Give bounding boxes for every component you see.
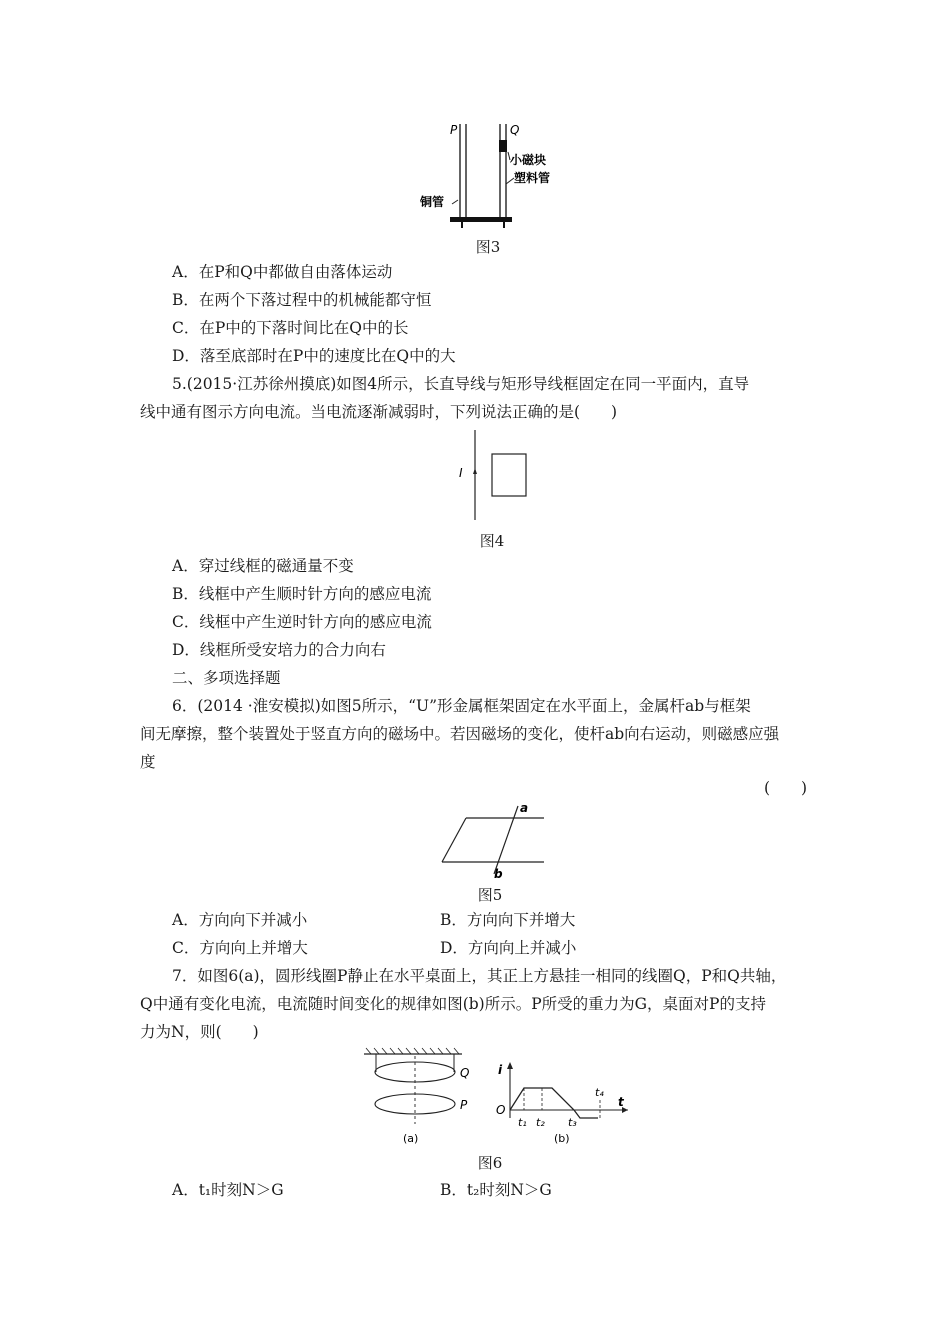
figure-6-caption: 图6 [477, 1154, 503, 1172]
q7-stem-line1: 7．如图6(a)，圆形线圈P静止在水平桌面上，其正上方悬挂一相同的线圈Q，P和Q共轴， [172, 967, 787, 985]
fig6a-label-p: P [460, 1098, 468, 1112]
q6-option-b: B．方向向下并增大 [440, 911, 576, 929]
q6-option-a: A．方向向下并减小 [172, 911, 308, 929]
figure-3-caption: 图3 [475, 238, 501, 256]
q7-stem-line3: 力为N，则( ) [140, 1023, 259, 1041]
q6-option-d: D．方向向上并减小 [440, 939, 577, 957]
fig5-label-b: b [494, 867, 503, 880]
figure-6a [358, 1046, 478, 1146]
fig3-label-magnet: 小磁块 [510, 153, 547, 167]
q7-stem-line2: Q中通有变化电流，电流随时间变化的规律如图(b)所示。P所受的重力为G，桌面对P的支持 [140, 995, 766, 1013]
fig3-label-copper: 铜管 [420, 195, 445, 209]
q4-option-c: C．在P中的下落时间比在Q中的长 [172, 319, 409, 337]
fig6b-origin: O [496, 1103, 506, 1117]
section-2-heading: 二、多项选择题 [172, 669, 281, 687]
q6-option-c: C．方向向上并增大 [172, 939, 308, 957]
q6-stem-line1: 6．(2014 ·淮安模拟)如图5所示，“U”形金属框架固定在水平面上，金属杆ab与框架 [172, 697, 751, 715]
figure-4 [450, 428, 540, 524]
q5-option-a: A．穿过线框的磁通量不变 [172, 557, 354, 575]
fig6b-t1: t₁ [518, 1116, 527, 1129]
fig6b-t3: t₃ [568, 1116, 577, 1129]
q4-option-d: D．落至底部时在P中的速度比在Q中的大 [172, 347, 456, 365]
fig3-label-p: P [450, 123, 458, 137]
fig3-label-q: Q [510, 123, 520, 137]
q6-stem-line2: 间无摩擦，整个装置处于竖直方向的磁场中。若因磁场的变化，使杆ab向右运动，则磁感应强 [140, 725, 780, 743]
fig6b-sublabel: (b) [554, 1132, 570, 1145]
fig6b-axis-t: t [618, 1095, 624, 1109]
fig6b-t4: t₄ [595, 1086, 604, 1099]
figure-6b [494, 1060, 634, 1146]
q4-option-b: B．在两个下落过程中的机械能都守恒 [172, 291, 432, 309]
q4-option-a: A．在P和Q中都做自由落体运动 [172, 263, 393, 281]
fig5-label-a: a [520, 801, 529, 815]
q5-option-b: B．线框中产生顺时针方向的感应电流 [172, 585, 432, 603]
figure-3 [420, 118, 560, 230]
fig3-label-plastic: 塑料管 [514, 171, 551, 185]
figure-5-caption: 图5 [477, 886, 503, 904]
fig4-label-i: I [459, 466, 463, 480]
q7-option-a: A．t₁时刻N＞G [172, 1181, 284, 1199]
q5-stem-line1: 5.(2015·江苏徐州摸底)如图4所示，长直导线与矩形导线框固定在同一平面内，直导 [172, 375, 750, 393]
q5-option-c: C．线框中产生逆时针方向的感应电流 [172, 613, 432, 631]
q7-option-b: B．t₂时刻N＞G [440, 1181, 552, 1199]
q6-stem-line3: 度 [140, 753, 156, 771]
fig6b-t2: t₂ [536, 1116, 545, 1129]
q5-option-d: D．线框所受安培力的合力向右 [172, 641, 386, 659]
fig6a-sublabel: (a) [403, 1132, 419, 1145]
fig6b-axis-i: i [498, 1063, 503, 1077]
q6-answer-bracket: ( ) [764, 779, 808, 797]
q5-stem-line2: 线中通有图示方向电流。当电流逐渐减弱时，下列说法正确的是( ) [140, 403, 618, 421]
figure-4-caption: 图4 [479, 532, 505, 550]
fig6a-label-q: Q [460, 1066, 470, 1080]
figure-5 [436, 800, 548, 880]
